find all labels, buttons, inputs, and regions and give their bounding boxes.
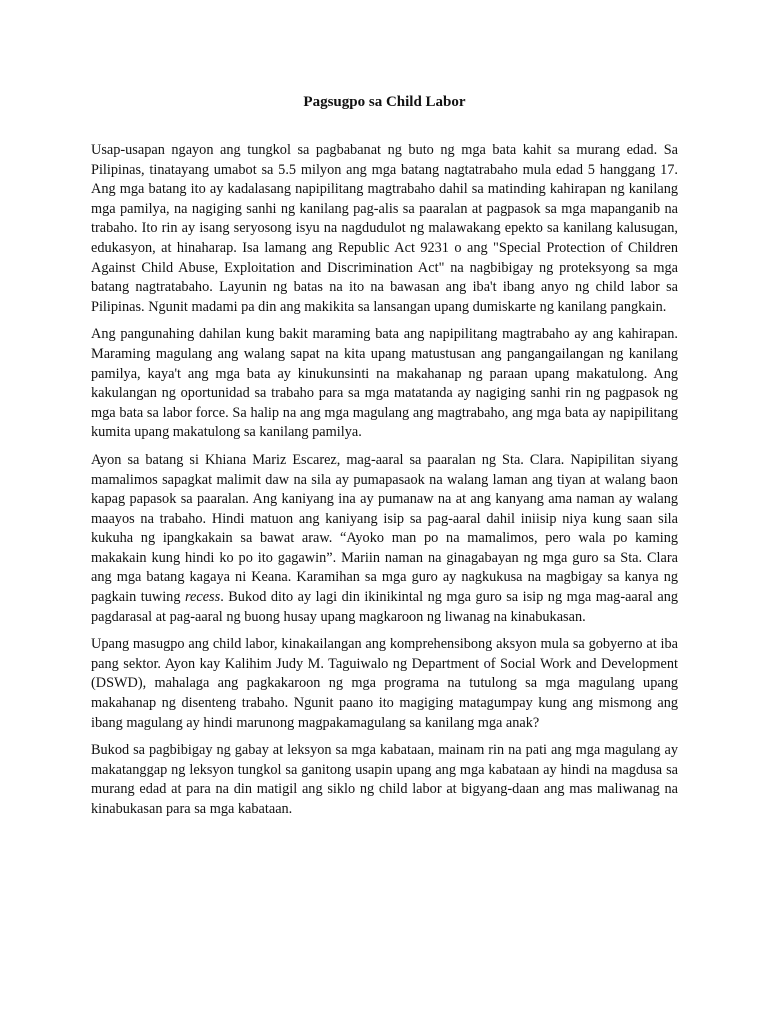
document-title: Pagsugpo sa Child Labor xyxy=(303,94,466,110)
paragraph-5: Bukod sa pagbibigay ng gabay at leksyon sa mga kabataan, mainam rin na pati ang mga magulang ay makatanggap ng leksyon tungkol sa ganitong usapin upang ang mga kabataan ay hindi na magdusa sa murang edad at para na din matigil ang siklo ng child labor at bigyang-daan ang mas maliwanag na kinabukasan para sa mga kabataan. xyxy=(91,742,678,817)
paragraph-2: Ang pangunahing dahilan kung bakit maraming bata ang napipilitang magtrabaho ay ang kahirapan. Maraming magulang ang walang sapat na kita upang matustusan ang pangangailangan ng kanilang pamilya, kaya't ang mga bata ay kinukunsinti na makahanap ng paraan upang makatulong. Ang kakulangan ng oportunidad sa trabaho para sa mga matatanda ay nagiging sanhi rin ng pagpasok ng mga bata sa labor force. Sa halip na ang mga magulang ang magtrabaho, ang mga bata ay napipilitang kumita upang makatulong sa kanilang pamilya. xyxy=(91,326,678,441)
paragraph-4: Upang masugpo ang child labor, kinakailangan ang komprehensibong aksyon mula sa gobyerno at iba pang sektor. Ayon kay Kalihim Judy M. Taguiwalo ng Department of Social Work and Development (DSWD), mahalaga ang pagkakaroon ng mga programa na tutulong sa mga magulang upang makahanap ng disenteng trabaho. Ngunit paano ito magiging matagumpay kung ang mismong ang ibang magulang ay hindi marunong magpakamagulang sa kanilang mga anak? xyxy=(91,636,678,731)
paragraph-3 xyxy=(91,451,678,627)
paragraph-3-text-after: . Bukod dito ay lagi din ikinikintal ng mga guro sa isip ng mga mag-aaral ang pagdarasal at pag-aaral ng buong husay upang magkaroon ng liwanag na kinabukasan. xyxy=(91,589,678,625)
paragraph-3-italic-term: recess xyxy=(184,589,221,606)
paragraph-3-text-before: Ayon sa batang si Khiana Mariz Escarez, mag-aaral sa paaralan ng Sta. Clara. Napipilitan siyang mamalimos sapagkat malimit daw na sila ay pumapasaok na walang laman ang tiyan at walang baon kapag papasok sa paaralan. Ang kaniyang ina ay pumanaw na at ang kanyang ama naman ay walang maayos na trabaho. Hindi matuon ang kaniyang isip sa pag-aaral dahil iniisip niya kung saan sila kukuha ng ipangkakain sa bawat araw. “Ayoko man po na mamalimos, pero wala po kaming makakain kung hindi ko po ito gagawin”. Mariin naman na ginagabayan ng mga guro sa Sta. Clara ang mga batang kagaya ni Keana. Karamihan sa mga guro ay nagkukusa na magbigay sa kanya ng pagkain tuwing xyxy=(91,451,678,606)
paragraph-1: Usap-usapan ngayon ang tungkol sa pagbabanat ng buto ng mga bata kahit sa murang edad. Sa Pilipinas, tinatayang umabot sa 5.5 milyon ang mga batang nagtatrabaho mula edad 5 hanggang 17. Ang mga batang ito ay kadalasang napipilitang magtrabaho dahil sa matinding kahirapan ng kanilang mga pamilya, na nagiging sanhi ng kanilang pag-alis sa paaralan at pagpasok sa mga mapanganib na trabaho. Ito rin ay isang seryosong isyu na nagdudulot ng malawakang epekto sa kanilang kalusugan, edukasyon, at hinaharap. Isa lamang ang Republic Act 9231 o ang "Special Protection of Children Against Child Abuse, Exploitation and Discrimination Act" na nagbibigay ng proteksyong sa mga batang nagtratabaho. Layunin ng batas na ito na bawasan ang iba't ibang anyo ng child labor sa Pilipinas. Ngunit madami pa din ang makikita sa lansangan upang dumiskarte ng kanilang pangkain. xyxy=(91,142,678,315)
